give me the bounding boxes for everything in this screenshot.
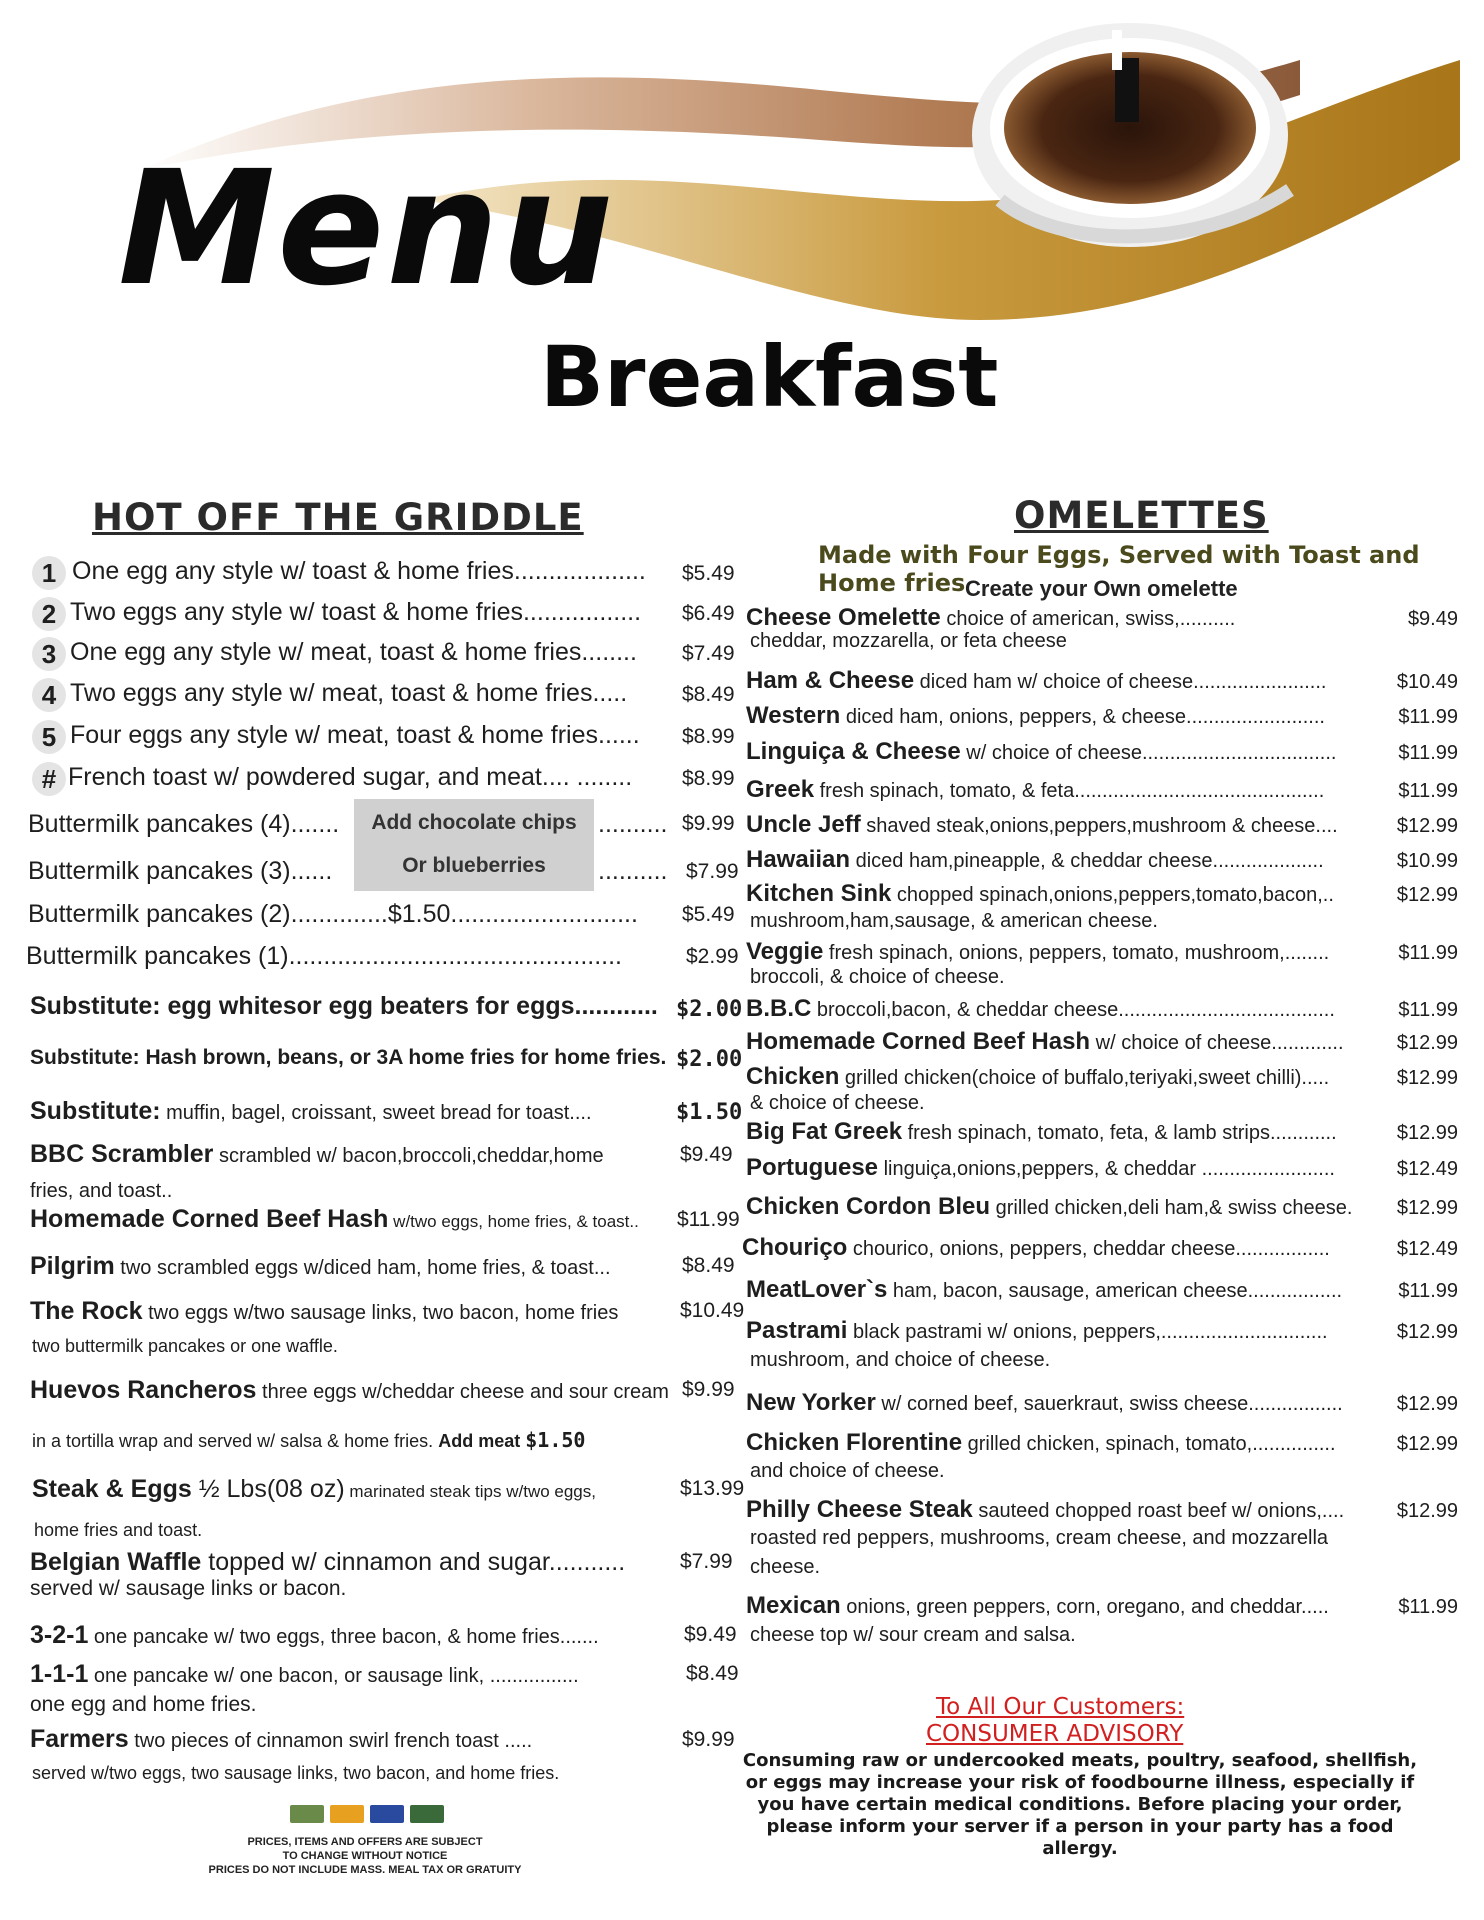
omelette-item xyxy=(746,1317,1328,1345)
omelette-item xyxy=(746,1276,1342,1304)
omelette-name: Homemade Corned Beef Hash xyxy=(746,1028,1091,1055)
list-item: Two eggs any style w/ meat, toast & home fries..... xyxy=(70,679,628,707)
item-number-badge: 3 xyxy=(32,637,66,671)
substitute-desc: muffin, bagel, croissant, sweet bread for toast.... xyxy=(160,1102,592,1124)
disclaimer-line: PRICES, ITEMS AND OFFERS ARE SUBJECT xyxy=(247,1836,483,1848)
list-item: One egg any style w/ meat, toast & home fries........ xyxy=(70,638,637,666)
substitute-label: Substitute: xyxy=(30,1097,161,1125)
item-name: BBC Scrambler xyxy=(30,1140,214,1168)
omelette-desc: shaved steak,onions,peppers,mushroom & cheese.... xyxy=(860,815,1338,837)
item-desc: w/two eggs, home fries, & toast.. xyxy=(388,1212,639,1231)
advisory-title: CONSUMER ADVISORY xyxy=(926,1721,1184,1747)
omelette-desc: fresh spinach, onions, peppers, tomato, mushroom,........ xyxy=(823,942,1330,964)
item-name: Pilgrim xyxy=(30,1252,115,1280)
omelette-item xyxy=(746,1592,1329,1620)
omelette-item xyxy=(746,604,1235,632)
omelette-item xyxy=(746,1154,1335,1182)
item-name: Homemade Corned Beef Hash xyxy=(30,1205,389,1233)
item-number-badge: 5 xyxy=(32,720,66,754)
omelette-desc-2: roasted red peppers, mushrooms, cream cheese, and mozzarella xyxy=(750,1527,1329,1549)
omelette-name: Uncle Jeff xyxy=(746,811,861,838)
list-item: Two eggs any style w/ toast & home fries................. xyxy=(70,598,642,626)
omelette-price: $12.99 xyxy=(1396,1197,1458,1219)
omelette-item xyxy=(746,1389,1343,1417)
omelette-desc: diced ham, onions, peppers, & cheese......................... xyxy=(840,706,1325,728)
omelette-price: $11.99 xyxy=(1398,742,1458,764)
item-price: $8.49 xyxy=(682,1254,735,1277)
item-price: $8.99 xyxy=(682,767,735,790)
omelette-name: Greek xyxy=(746,776,815,803)
omelette-desc: onions, green peppers, corn, oregano, and cheddar..... xyxy=(840,1596,1329,1618)
omelette-price: $10.99 xyxy=(1396,850,1458,872)
omelette-desc-2: and choice of cheese. xyxy=(750,1460,945,1482)
item-desc: three eggs w/cheddar cheese and sour cream xyxy=(256,1381,669,1403)
omelettes-section-title: OMELETTES xyxy=(1014,494,1269,537)
omelette-item xyxy=(746,776,1324,804)
list-item xyxy=(30,1725,532,1754)
item-desc-2: home fries and toast. xyxy=(34,1520,203,1540)
cash-icon xyxy=(290,1805,324,1823)
omelette-item xyxy=(746,846,1324,874)
item-desc-2 xyxy=(32,1428,585,1452)
omelette-price: $11.99 xyxy=(1398,780,1458,802)
list-item: French toast w/ powdered sugar, and meat.... ........ xyxy=(68,763,633,791)
omelette-price: $12.99 xyxy=(1396,1321,1458,1343)
omelette-price: $12.99 xyxy=(1396,1067,1458,1089)
item-price: $10.49 xyxy=(680,1299,745,1322)
item-desc-2: served w/ sausage links or bacon. xyxy=(30,1577,347,1600)
list-item: Buttermilk pancakes (3)...... xyxy=(28,857,333,885)
omelette-name: Philly Cheese Steak xyxy=(746,1496,973,1523)
item-price: $8.49 xyxy=(686,1662,739,1685)
item-price: $11.99 xyxy=(677,1208,740,1231)
omelette-desc: chourico, onions, peppers, cheddar cheese................. xyxy=(847,1238,1330,1260)
omelette-desc: broccoli,bacon, & cheddar cheese....................................... xyxy=(811,999,1335,1021)
list-item xyxy=(30,1548,625,1577)
omelette-price: $12.99 xyxy=(1396,815,1458,837)
item-desc: two eggs w/two sausage links, two bacon, home fries xyxy=(142,1302,619,1324)
omelette-price: $9.49 xyxy=(1407,608,1458,630)
list-item xyxy=(30,1297,618,1326)
list-item xyxy=(30,1376,669,1405)
omelette-price: $12.99 xyxy=(1396,884,1458,906)
item-price: $2.99 xyxy=(686,945,739,968)
item-price: $7.49 xyxy=(682,642,735,665)
item-desc: scrambled w/ bacon,broccoli,cheddar,home xyxy=(213,1145,604,1167)
add-meat-price: $1.50 xyxy=(525,1428,586,1452)
disclaimer-line: PRICES DO NOT INCLUDE MASS. MEAL TAX OR GRATUITY xyxy=(208,1864,522,1876)
omelette-name: MeatLover`s xyxy=(746,1276,888,1303)
list-item xyxy=(30,1140,604,1169)
omelette-item xyxy=(746,1193,1352,1221)
disclaimer-line: TO CHANGE WITHOUT NOTICE xyxy=(282,1850,448,1862)
omelette-price: $11.99 xyxy=(1398,1280,1458,1302)
list-item-dots: .......... xyxy=(598,857,668,885)
omelette-name: Ham & Cheese xyxy=(746,667,915,694)
omelette-name: Cheese Omelette xyxy=(746,604,941,631)
list-item: Four eggs any style w/ meat, toast & home fries...... xyxy=(70,721,640,749)
menu-title: Menu xyxy=(118,137,616,321)
item-desc-2: two buttermilk pancakes or one waffle. xyxy=(32,1336,338,1356)
item-price: $5.49 xyxy=(682,562,735,585)
omelette-desc: black pastrami w/ onions, peppers,.............................. xyxy=(847,1321,1328,1343)
omelette-desc: chopped spinach,onions,peppers,tomato,bacon,.. xyxy=(891,884,1334,906)
list-item xyxy=(30,1252,611,1281)
item-desc-2: fries, and toast.. xyxy=(30,1180,173,1202)
list-item xyxy=(30,1205,639,1234)
omelette-name: B.B.C xyxy=(746,995,812,1022)
item-number-badge: 2 xyxy=(32,597,66,631)
item-desc: one pancake w/ one bacon, or sausage link, ................ xyxy=(88,1665,579,1687)
item-desc: topped w/ cinnamon and sugar........... xyxy=(201,1548,626,1576)
addon-line: Or blueberries xyxy=(402,854,546,877)
item-desc-small: marinated steak tips w/two eggs, xyxy=(344,1482,596,1501)
addon-callout xyxy=(354,799,594,891)
item-price: $8.49 xyxy=(682,683,735,706)
omelette-desc-3: cheese. xyxy=(750,1556,821,1578)
omelette-desc-2: & choice of cheese. xyxy=(750,1092,925,1114)
item-name: Steak & Eggs xyxy=(32,1475,192,1503)
omelette-item xyxy=(746,1028,1344,1056)
substitute-line: Substitute: egg whitesor egg beaters for eggs............ xyxy=(30,992,658,1020)
substitute-price: $2.00 xyxy=(676,997,743,1022)
omelette-name: New Yorker xyxy=(746,1389,876,1416)
list-item xyxy=(32,1475,596,1504)
item-price: $6.49 xyxy=(682,602,735,625)
substitute-price: $1.50 xyxy=(676,1100,743,1125)
omelette-price: $12.99 xyxy=(1396,1393,1458,1415)
omelettes-subtitle: Made with Four Eggs, Served with Toast and Home fries xyxy=(818,541,1420,597)
omelette-price: $11.99 xyxy=(1398,999,1458,1021)
omelette-price: $11.99 xyxy=(1398,706,1458,728)
omelette-desc: fresh spinach, tomato, feta, & lamb strips............ xyxy=(902,1122,1337,1144)
list-item: Buttermilk pancakes (4)....... xyxy=(28,810,340,838)
omelette-desc: w/ choice of cheese................................... xyxy=(960,742,1337,764)
omelette-desc: ham, bacon, sausage, american cheese................. xyxy=(887,1280,1343,1302)
item-desc: two scrambled eggs w/diced ham, home fries, & toast... xyxy=(114,1257,611,1279)
item-desc: ½ Lbs(08 oz) xyxy=(191,1475,345,1503)
omelette-name: Big Fat Greek xyxy=(746,1118,903,1145)
omelette-desc: linguiça,onions,peppers, & cheddar ........................ xyxy=(878,1158,1335,1180)
substitute-line: Substitute: Hash brown, beans, or 3A home fries for home fries. xyxy=(30,1046,667,1069)
item-name: 3-2-1 xyxy=(30,1621,89,1649)
item-number-badge: 4 xyxy=(32,678,66,712)
omelette-item xyxy=(746,938,1329,966)
item-price: $5.49 xyxy=(682,903,735,926)
advisory-heading: To All Our Customers: xyxy=(936,1694,1185,1720)
omelette-item xyxy=(746,880,1334,908)
omelette-name: Kitchen Sink xyxy=(746,880,892,907)
omelette-price: $12.99 xyxy=(1396,1433,1458,1455)
item-price: $8.99 xyxy=(682,725,735,748)
add-meat-label: Add meat xyxy=(438,1431,521,1451)
substitute-price: $2.00 xyxy=(676,1047,743,1072)
mastercard-icon xyxy=(330,1805,364,1823)
omelette-name: Chouriço xyxy=(742,1234,848,1261)
omelette-desc: sauteed chopped roast beef w/ onions,.... xyxy=(972,1500,1345,1522)
list-item xyxy=(30,1621,599,1650)
omelette-desc-2: mushroom,ham,sausage, & american cheese. xyxy=(750,910,1158,932)
omelette-name: Chicken Cordon Bleu xyxy=(746,1193,991,1220)
omelette-desc: grilled chicken(choice of buffalo,teriyaki,sweet chilli)..... xyxy=(839,1067,1330,1089)
omelette-desc-2: mushroom, and choice of cheese. xyxy=(750,1349,1051,1371)
item-desc-text: in a tortilla wrap and served w/ salsa & home fries. xyxy=(32,1431,434,1451)
omelette-name: Chicken xyxy=(746,1063,840,1090)
item-name: The Rock xyxy=(30,1297,143,1325)
omelette-desc: choice of american, swiss,.......... xyxy=(940,608,1236,630)
omelette-desc: w/ corned beef, sauerkraut, swiss cheese................. xyxy=(875,1393,1343,1415)
advisory-body: Consuming raw or undercooked meats, poultry, seafood, shellfish, or eggs may increase your risk of foodbourne illness, especially if you have certain medical conditions. Before placing your order, please inform your server if a person in your party has a food allergy. xyxy=(742,1750,1418,1859)
omelette-item xyxy=(746,811,1338,839)
omelette-price: $12.99 xyxy=(1396,1500,1458,1522)
omelette-price: $12.99 xyxy=(1396,1122,1458,1144)
item-price: $9.99 xyxy=(682,1378,735,1401)
substitute-line xyxy=(30,1097,592,1126)
omelette-item xyxy=(742,1234,1330,1262)
omelette-item xyxy=(746,995,1335,1023)
list-item xyxy=(30,1660,579,1689)
omelette-price: $10.49 xyxy=(1396,671,1458,693)
payment-cards xyxy=(290,1805,450,1828)
addon-line: Add chocolate chips xyxy=(371,811,577,834)
item-price: $7.99 xyxy=(686,860,739,883)
omelette-price: $12.99 xyxy=(1396,1032,1458,1054)
item-name: Belgian Waffle xyxy=(30,1548,202,1576)
omelette-item xyxy=(746,702,1325,730)
item-price: $9.49 xyxy=(680,1143,733,1166)
breakfast-subtitle: Breakfast xyxy=(540,328,999,426)
omelette-item xyxy=(746,1063,1329,1091)
list-item-dots: .......... xyxy=(598,810,668,838)
omelette-name: Veggie xyxy=(746,938,824,965)
omelette-item xyxy=(746,1118,1337,1146)
visa-icon xyxy=(370,1805,404,1823)
omelette-name: Linguiça & Cheese xyxy=(746,738,961,765)
omelette-item xyxy=(746,667,1326,695)
omelette-price: $11.99 xyxy=(1398,942,1458,964)
omelette-price: $12.49 xyxy=(1396,1158,1458,1180)
item-price: $13.99 xyxy=(680,1477,745,1500)
omelette-item xyxy=(746,738,1336,766)
price-disclaimer xyxy=(140,1835,590,1877)
list-item: One egg any style w/ toast & home fries................... xyxy=(72,557,646,585)
item-desc: one pancake w/ two eggs, three bacon, & home fries....... xyxy=(88,1626,599,1648)
item-name: Huevos Rancheros xyxy=(30,1376,257,1404)
item-name: Farmers xyxy=(30,1725,129,1753)
omelette-item xyxy=(746,1429,1336,1457)
omelette-name: Portuguese xyxy=(746,1154,879,1181)
omelette-desc-2: cheddar, mozzarella, or feta cheese xyxy=(750,630,1067,652)
list-item: Buttermilk pancakes (1)................................................ xyxy=(26,942,622,970)
omelette-name: Mexican xyxy=(746,1592,841,1619)
omelette-name: Pastrami xyxy=(746,1317,848,1344)
card-icon xyxy=(410,1805,444,1823)
omelette-desc-2: broccoli, & choice of cheese. xyxy=(750,966,1005,988)
omelette-desc: diced ham,pineapple, & cheddar cheese.................... xyxy=(850,850,1324,872)
list-item: Buttermilk pancakes (2)..............$1.50........................... xyxy=(28,900,638,928)
omelette-desc: grilled chicken,deli ham,& swiss cheese. xyxy=(990,1197,1353,1219)
item-number-badge: # xyxy=(32,762,66,796)
omelette-name: Chicken Florentine xyxy=(746,1429,963,1456)
create-your-own-label: Create your Own omelette xyxy=(965,576,1238,601)
item-price: $9.99 xyxy=(682,1728,735,1751)
griddle-section-title: HOT OFF THE GRIDDLE xyxy=(92,496,584,539)
omelette-desc: w/ choice of cheese............. xyxy=(1090,1032,1344,1054)
omelette-item xyxy=(746,1496,1344,1524)
omelette-name: Western xyxy=(746,702,841,729)
omelette-desc: diced ham w/ choice of cheese........................ xyxy=(914,671,1327,693)
omelette-price: $12.49 xyxy=(1396,1238,1458,1260)
item-desc: two pieces of cinnamon swirl french toast ..... xyxy=(128,1730,533,1752)
item-price: $9.49 xyxy=(684,1623,737,1646)
item-desc-2: served w/two eggs, two sausage links, two bacon, and home fries. xyxy=(32,1763,560,1783)
item-price: $7.99 xyxy=(680,1550,733,1573)
omelette-desc: fresh spinach, tomato, & feta............................................. xyxy=(814,780,1325,802)
omelette-name: Hawaiian xyxy=(746,846,851,873)
item-desc-2: one egg and home fries. xyxy=(30,1693,257,1716)
omelette-price: $11.99 xyxy=(1398,1596,1458,1618)
omelette-desc-2: cheese top w/ sour cream and salsa. xyxy=(750,1624,1076,1646)
omelette-desc: grilled chicken, spinach, tomato,............... xyxy=(962,1433,1336,1455)
item-name: 1-1-1 xyxy=(30,1660,89,1688)
item-price: $9.99 xyxy=(682,812,735,835)
item-number-badge: 1 xyxy=(32,556,66,590)
